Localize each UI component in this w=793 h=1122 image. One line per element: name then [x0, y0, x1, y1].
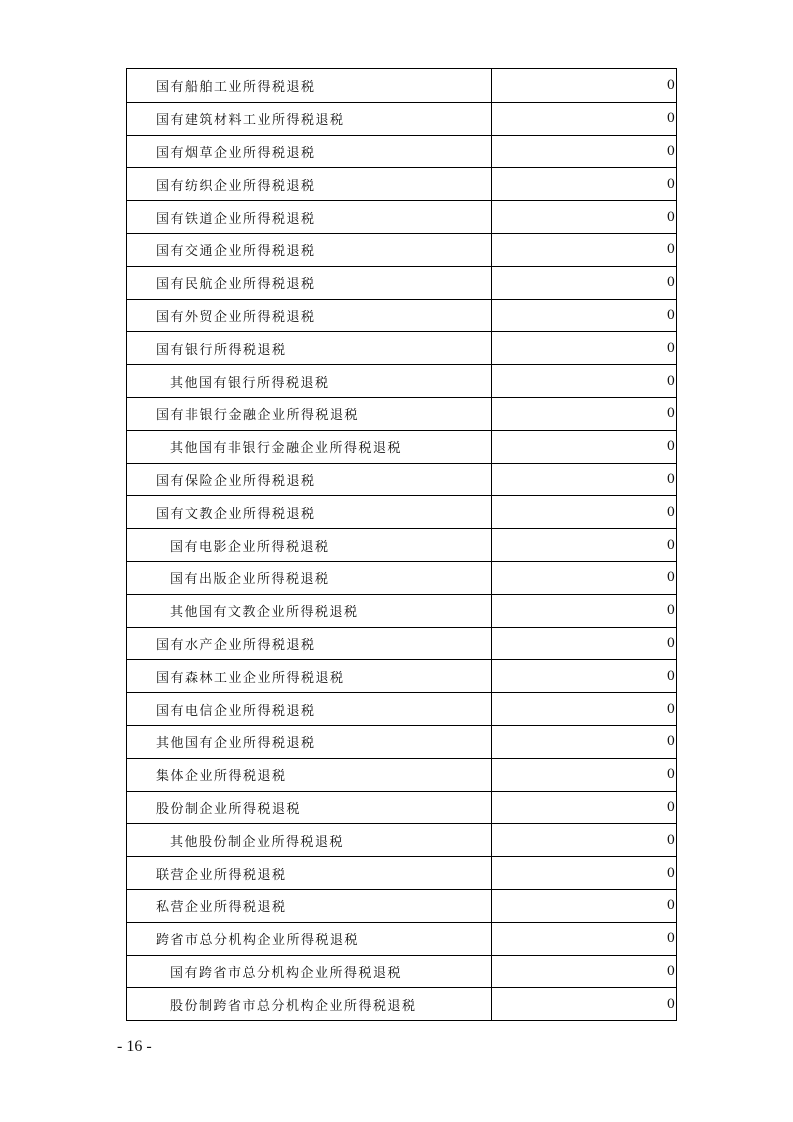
row-label: 国有铁道企业所得税退税	[127, 201, 492, 233]
row-value: 0	[666, 111, 675, 127]
row-label: 跨省市总分机构企业所得税退税	[127, 923, 492, 955]
row-label: 其他国有文教企业所得税退税	[127, 595, 492, 627]
row-value: 0	[666, 373, 675, 389]
table-row	[127, 528, 676, 561]
table-row	[127, 233, 676, 266]
row-label: 国有非银行金融企业所得税退税	[127, 398, 492, 430]
row-label: 其他国有企业所得税退税	[127, 726, 492, 758]
page-number: - 16 -	[117, 1038, 152, 1055]
row-value: 0	[666, 996, 675, 1012]
row-label: 国有银行所得税退税	[127, 332, 492, 364]
row-label: 国有船舶工业所得税退税	[127, 69, 492, 102]
table-row	[127, 200, 676, 233]
row-label: 国有跨省市总分机构企业所得税退税	[127, 956, 492, 988]
table-row	[127, 299, 676, 332]
row-value: 0	[666, 931, 675, 947]
row-value: 0	[666, 143, 675, 159]
table-row	[127, 331, 676, 364]
row-value: 0	[666, 570, 675, 586]
row-value: 0	[666, 242, 675, 258]
table-row	[127, 397, 676, 430]
row-value: 0	[666, 898, 675, 914]
table-row	[127, 725, 676, 758]
table-row	[127, 594, 676, 627]
table-row	[127, 627, 676, 660]
row-label: 国有水产企业所得税退税	[127, 628, 492, 660]
row-label: 国有民航企业所得税退税	[127, 267, 492, 299]
row-label: 国有电影企业所得税退税	[127, 529, 492, 561]
row-value: 0	[666, 799, 675, 815]
table-row	[127, 102, 676, 135]
row-label: 国有交通企业所得税退税	[127, 234, 492, 266]
row-label: 国有电信企业所得税退税	[127, 693, 492, 725]
row-label: 国有建筑材料工业所得税退税	[127, 103, 492, 135]
row-value: 0	[666, 734, 675, 750]
table-row	[127, 266, 676, 299]
row-value: 0	[666, 307, 675, 323]
row-label: 国有文教企业所得税退税	[127, 496, 492, 528]
row-value: 0	[666, 176, 675, 192]
row-label: 国有烟草企业所得税退税	[127, 136, 492, 168]
row-value: 0	[666, 963, 675, 979]
table-row	[127, 495, 676, 528]
row-label: 国有森林工业企业所得税退税	[127, 660, 492, 692]
row-label: 股份制企业所得税退税	[127, 792, 492, 824]
table-row	[127, 430, 676, 463]
table-row	[127, 955, 676, 988]
row-value: 0	[666, 504, 675, 520]
row-label: 国有纺织企业所得税退税	[127, 168, 492, 200]
table-row	[127, 167, 676, 200]
table-row	[127, 823, 676, 856]
table-row	[127, 364, 676, 397]
row-value: 0	[666, 77, 675, 93]
table-row	[127, 659, 676, 692]
row-value: 0	[666, 209, 675, 225]
row-value: 0	[666, 406, 675, 422]
table-row	[127, 135, 676, 168]
tax-refund-table	[126, 68, 677, 1021]
row-value: 0	[666, 767, 675, 783]
table-row	[127, 561, 676, 594]
table-row	[127, 791, 676, 824]
table-row	[127, 856, 676, 889]
row-value: 0	[666, 537, 675, 553]
table-row	[127, 758, 676, 791]
row-label: 其他国有银行所得税退税	[127, 365, 492, 397]
table-row	[127, 987, 676, 1020]
table-row	[127, 922, 676, 955]
table-row	[127, 889, 676, 922]
row-label: 集体企业所得税退税	[127, 759, 492, 791]
row-label: 股份制跨省市总分机构企业所得税退税	[127, 988, 492, 1020]
table-row	[127, 69, 676, 102]
row-value: 0	[666, 635, 675, 651]
row-label: 国有出版企业所得税退税	[127, 562, 492, 594]
row-value: 0	[666, 340, 675, 356]
row-value: 0	[666, 865, 675, 881]
table-row	[127, 692, 676, 725]
row-value: 0	[666, 439, 675, 455]
row-label: 其他股份制企业所得税退税	[127, 824, 492, 856]
row-label: 其他国有非银行金融企业所得税退税	[127, 431, 492, 463]
table-body	[127, 69, 676, 1020]
row-label: 私营企业所得税退税	[127, 890, 492, 922]
row-value: 0	[666, 701, 675, 717]
row-value: 0	[666, 275, 675, 291]
row-value: 0	[666, 668, 675, 684]
row-value: 0	[666, 471, 675, 487]
row-label: 国有外贸企业所得税退税	[127, 300, 492, 332]
row-value: 0	[666, 832, 675, 848]
row-label: 联营企业所得税退税	[127, 857, 492, 889]
table-row	[127, 463, 676, 496]
row-label: 国有保险企业所得税退税	[127, 464, 492, 496]
row-value: 0	[666, 603, 675, 619]
